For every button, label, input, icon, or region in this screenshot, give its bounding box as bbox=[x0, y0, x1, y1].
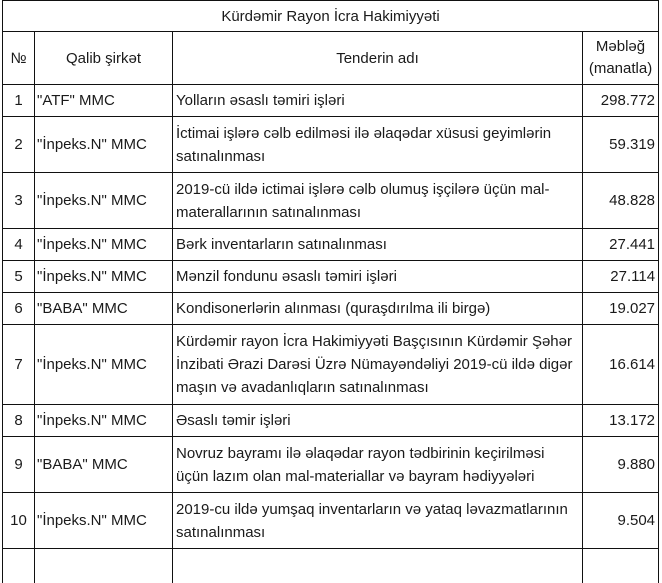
table-row bbox=[3, 261, 659, 293]
row-amount: 9.504 bbox=[583, 493, 659, 549]
row-amount: 19.027 bbox=[583, 293, 659, 325]
row-tender: Kürdəmir rayon İcra Hakimiyyəti Başçısının Kürdəmir Şəhər İnzibati Ərazi Darəsi Üzrə Nümayəndəliyi 2019-cü ildə digər maşın və avadanlıqların satınalınması bbox=[173, 325, 583, 405]
row-company: "BABA" MMC bbox=[35, 293, 173, 325]
table-row bbox=[3, 405, 659, 437]
row-tender: Bərk inventarların satınalınması bbox=[173, 229, 583, 261]
header-number: № bbox=[3, 32, 35, 85]
table-row bbox=[3, 493, 659, 549]
row-company: "İnpeks.N" MMC bbox=[35, 261, 173, 293]
table-title: Kürdəmir Rayon İcra Hakimiyyəti bbox=[3, 1, 659, 32]
table-row bbox=[3, 293, 659, 325]
row-amount: 298.772 bbox=[583, 85, 659, 117]
row-company: "İnpeks.N" MMC bbox=[35, 117, 173, 173]
row-number: 5 bbox=[3, 261, 35, 293]
row-amount: 27.114 bbox=[583, 261, 659, 293]
row-company: "İnpeks.N" MMC bbox=[35, 493, 173, 549]
table-row bbox=[3, 85, 659, 117]
table-row bbox=[3, 117, 659, 173]
row-amount: 16.614 bbox=[583, 325, 659, 405]
row-number: 1 bbox=[3, 85, 35, 117]
row-amount: 48.828 bbox=[583, 173, 659, 229]
table-row bbox=[3, 229, 659, 261]
header-amount bbox=[583, 32, 659, 85]
row-number: 4 bbox=[3, 229, 35, 261]
table-row bbox=[3, 173, 659, 229]
row-company: "İnpeks.N" MMC bbox=[35, 405, 173, 437]
row-number: 6 bbox=[3, 293, 35, 325]
row-company: "İnpeks.N" MMC bbox=[35, 325, 173, 405]
table-row bbox=[3, 437, 659, 493]
row-amount: 27.441 bbox=[583, 229, 659, 261]
row-tender: Yolların əsaslı təmiri işləri bbox=[173, 85, 583, 117]
row-number: 10 bbox=[3, 493, 35, 549]
row-number: 8 bbox=[3, 405, 35, 437]
row-amount: 9.880 bbox=[583, 437, 659, 493]
row-tender: Kondisonerlərin alınması (quraşdırılma ili birgə) bbox=[173, 293, 583, 325]
header-amount-label: Məbləğ bbox=[596, 38, 645, 55]
row-number: 9 bbox=[3, 437, 35, 493]
row-tender: Mənzil fondunu əsaslı təmiri işləri bbox=[173, 261, 583, 293]
row-company: "İnpeks.N" MMC bbox=[35, 173, 173, 229]
row-tender: Novruz bayramı ilə əlaqədar rayon tədbirinin keçirilməsi üçün lazım olan mal-materiallar və bayram hədiyyələri bbox=[173, 437, 583, 493]
header-amount-unit: (manatla) bbox=[589, 60, 652, 77]
row-company: "İnpeks.N" MMC bbox=[35, 229, 173, 261]
row-amount: 13.172 bbox=[583, 405, 659, 437]
row-tender: 2019-cu ildə yumşaq inventarların və yataq ləvazmatlarının satınalınması bbox=[173, 493, 583, 549]
row-company: "ATF" MMC bbox=[35, 85, 173, 117]
table-row bbox=[3, 325, 659, 405]
row-number: 2 bbox=[3, 117, 35, 173]
row-number: 3 bbox=[3, 173, 35, 229]
header-tender: Tenderin adı bbox=[173, 32, 583, 85]
row-tender: Əsaslı təmir işləri bbox=[173, 405, 583, 437]
tender-table bbox=[2, 0, 659, 583]
row-tender: İctimai işlərə cəlb edilməsi ilə əlaqədar xüsusi geyimlərin satınalınması bbox=[173, 117, 583, 173]
row-tender: 2019-cü ildə ictimai işlərə cəlb olumuş işçilərə üçün mal-materallarının satınalınması bbox=[173, 173, 583, 229]
row-number: 7 bbox=[3, 325, 35, 405]
row-company: "BABA" MMC bbox=[35, 437, 173, 493]
row-amount: 59.319 bbox=[583, 117, 659, 173]
header-company: Qalib şirkət bbox=[35, 32, 173, 85]
